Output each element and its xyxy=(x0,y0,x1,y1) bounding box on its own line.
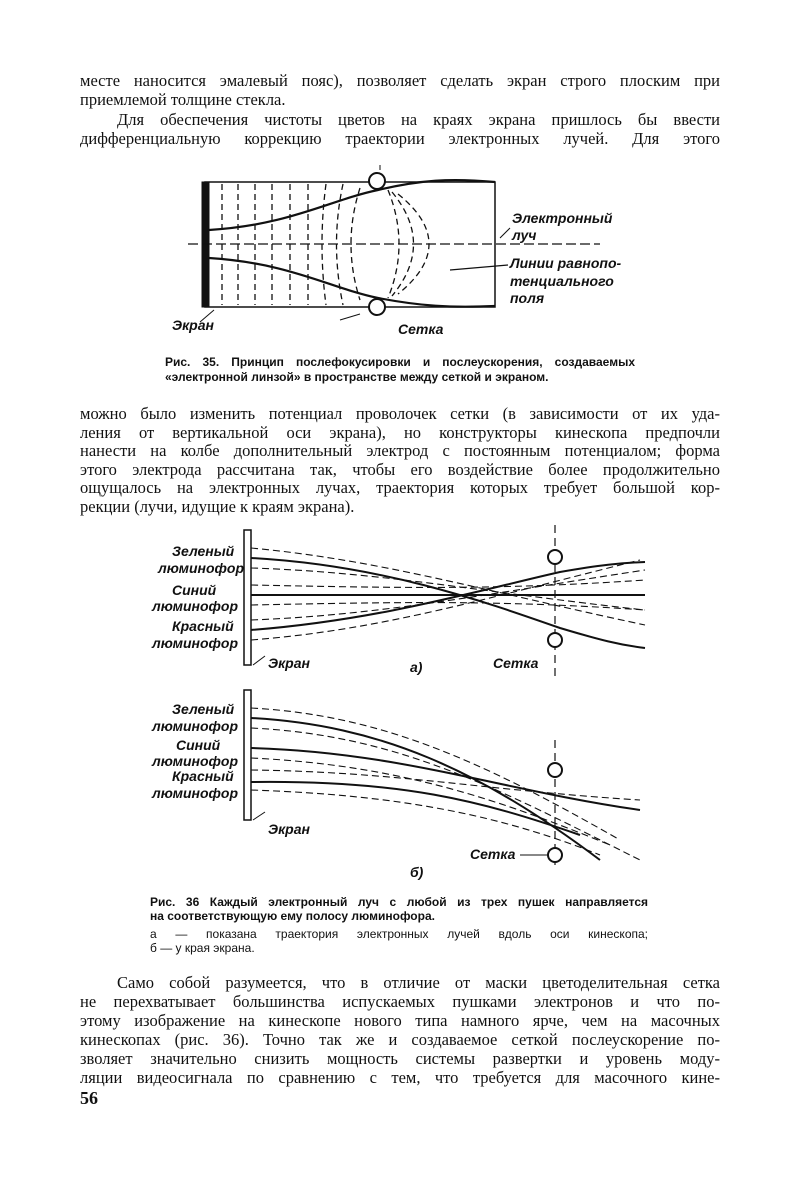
text-line: ляции видеосигнала по сравнению с тем, что требуется для масочного кине- xyxy=(80,1068,720,1087)
text-line: Для обеспечения чистоты цветов на краях экрана пришлось бы ввести xyxy=(117,110,720,129)
label-green-phosphor: Зеленый xyxy=(172,701,235,717)
text-line: кинескопах (рис. 36). Точно так же и создаваемое сеткой послеускорение по- xyxy=(80,1030,720,1049)
label-equipotential: тенциального xyxy=(510,273,614,289)
text-line: нанести на колбе дополнительный электрод с постоянным потенциалом; форма xyxy=(80,441,720,460)
text-line: приемлемой толщине стекла. xyxy=(80,90,286,109)
label-electron-beam: Электронный xyxy=(512,210,613,226)
label-equipotential: поля xyxy=(510,290,545,306)
text-line: этому изображение на кинескопе нового типа намного ярче, чем на масочных xyxy=(80,1011,720,1030)
label-part-b: б) xyxy=(410,864,424,880)
text-line: месте наносится эмалевый пояс), позволяет сделать экран строго плоским при xyxy=(80,71,720,90)
label-screen: Экран xyxy=(172,317,214,333)
text-line: можно было изменить потенциал проволочек сетки (в зависимости от их уда- xyxy=(80,404,720,423)
label-green-phosphor: люминофор xyxy=(152,718,239,734)
text-line: зволяет значительно снизить мощность системы развертки и уровень моду- xyxy=(80,1049,720,1068)
figure-note: а — показана траектория электронных лучей вдоль оси кинескопа; xyxy=(150,927,648,941)
label-blue-phosphor: люминофор xyxy=(152,598,239,614)
text-line: Само собой разумеется, что в отличие от маски цветоделительная сетка xyxy=(117,973,720,992)
label-grid: Сетка xyxy=(493,655,539,671)
figure-caption: на соответствующую ему полосу люминофора. xyxy=(150,909,435,923)
label-screen: Экран xyxy=(268,821,310,837)
label-blue-phosphor: люминофор xyxy=(152,753,239,769)
label-grid: Сетка xyxy=(398,321,444,337)
label-red-phosphor: Красный xyxy=(172,618,234,634)
figure-caption: «электронной линзой» в пространстве между сеткой и экраном. xyxy=(165,370,549,384)
label-screen: Экран xyxy=(268,655,310,671)
figure-caption: Рис. 35. Принцип послефокусировки и послеускорения, создаваемых xyxy=(165,355,635,369)
label-part-a: а) xyxy=(410,659,423,675)
text-line: рекции (лучи, идущие к краям экрана). xyxy=(80,497,355,516)
label-green-phosphor: Зеленый xyxy=(172,543,235,559)
figure-note: б — у края экрана. xyxy=(150,941,255,955)
figure-caption: Рис. 36 Каждый электронный луч с любой из трех пушек направляется xyxy=(150,895,648,909)
text-line: этого электрода рассчитана так, чтобы его воздействие более продолжительно xyxy=(80,460,720,479)
text-line: ления от вертикальной оси экрана), но конструкторы кинескопа предпочли xyxy=(80,423,720,442)
label-equipotential: Линии равнопо- xyxy=(510,255,622,271)
text-line: не перехватывает большинства испускаемых пушками электронов и что по- xyxy=(80,992,720,1011)
text-line: ощущалось на электронных лучах, траектория которых требует большой кор- xyxy=(80,478,720,497)
label-red-phosphor: Красный xyxy=(172,768,234,784)
label-red-phosphor: люминофор xyxy=(152,635,239,651)
page-number: 56 xyxy=(80,1088,98,1108)
label-blue-phosphor: Синий xyxy=(172,582,217,598)
label-blue-phosphor: Синий xyxy=(176,737,221,753)
label-electron-beam: луч xyxy=(512,227,537,243)
label-grid: Сетка xyxy=(470,846,516,862)
text-line: дифференциальную коррекцию траектории электронных лучей. Для этого xyxy=(80,129,720,148)
label-green-phosphor: люминофор xyxy=(158,560,245,576)
label-red-phosphor: люминофор xyxy=(152,785,239,801)
